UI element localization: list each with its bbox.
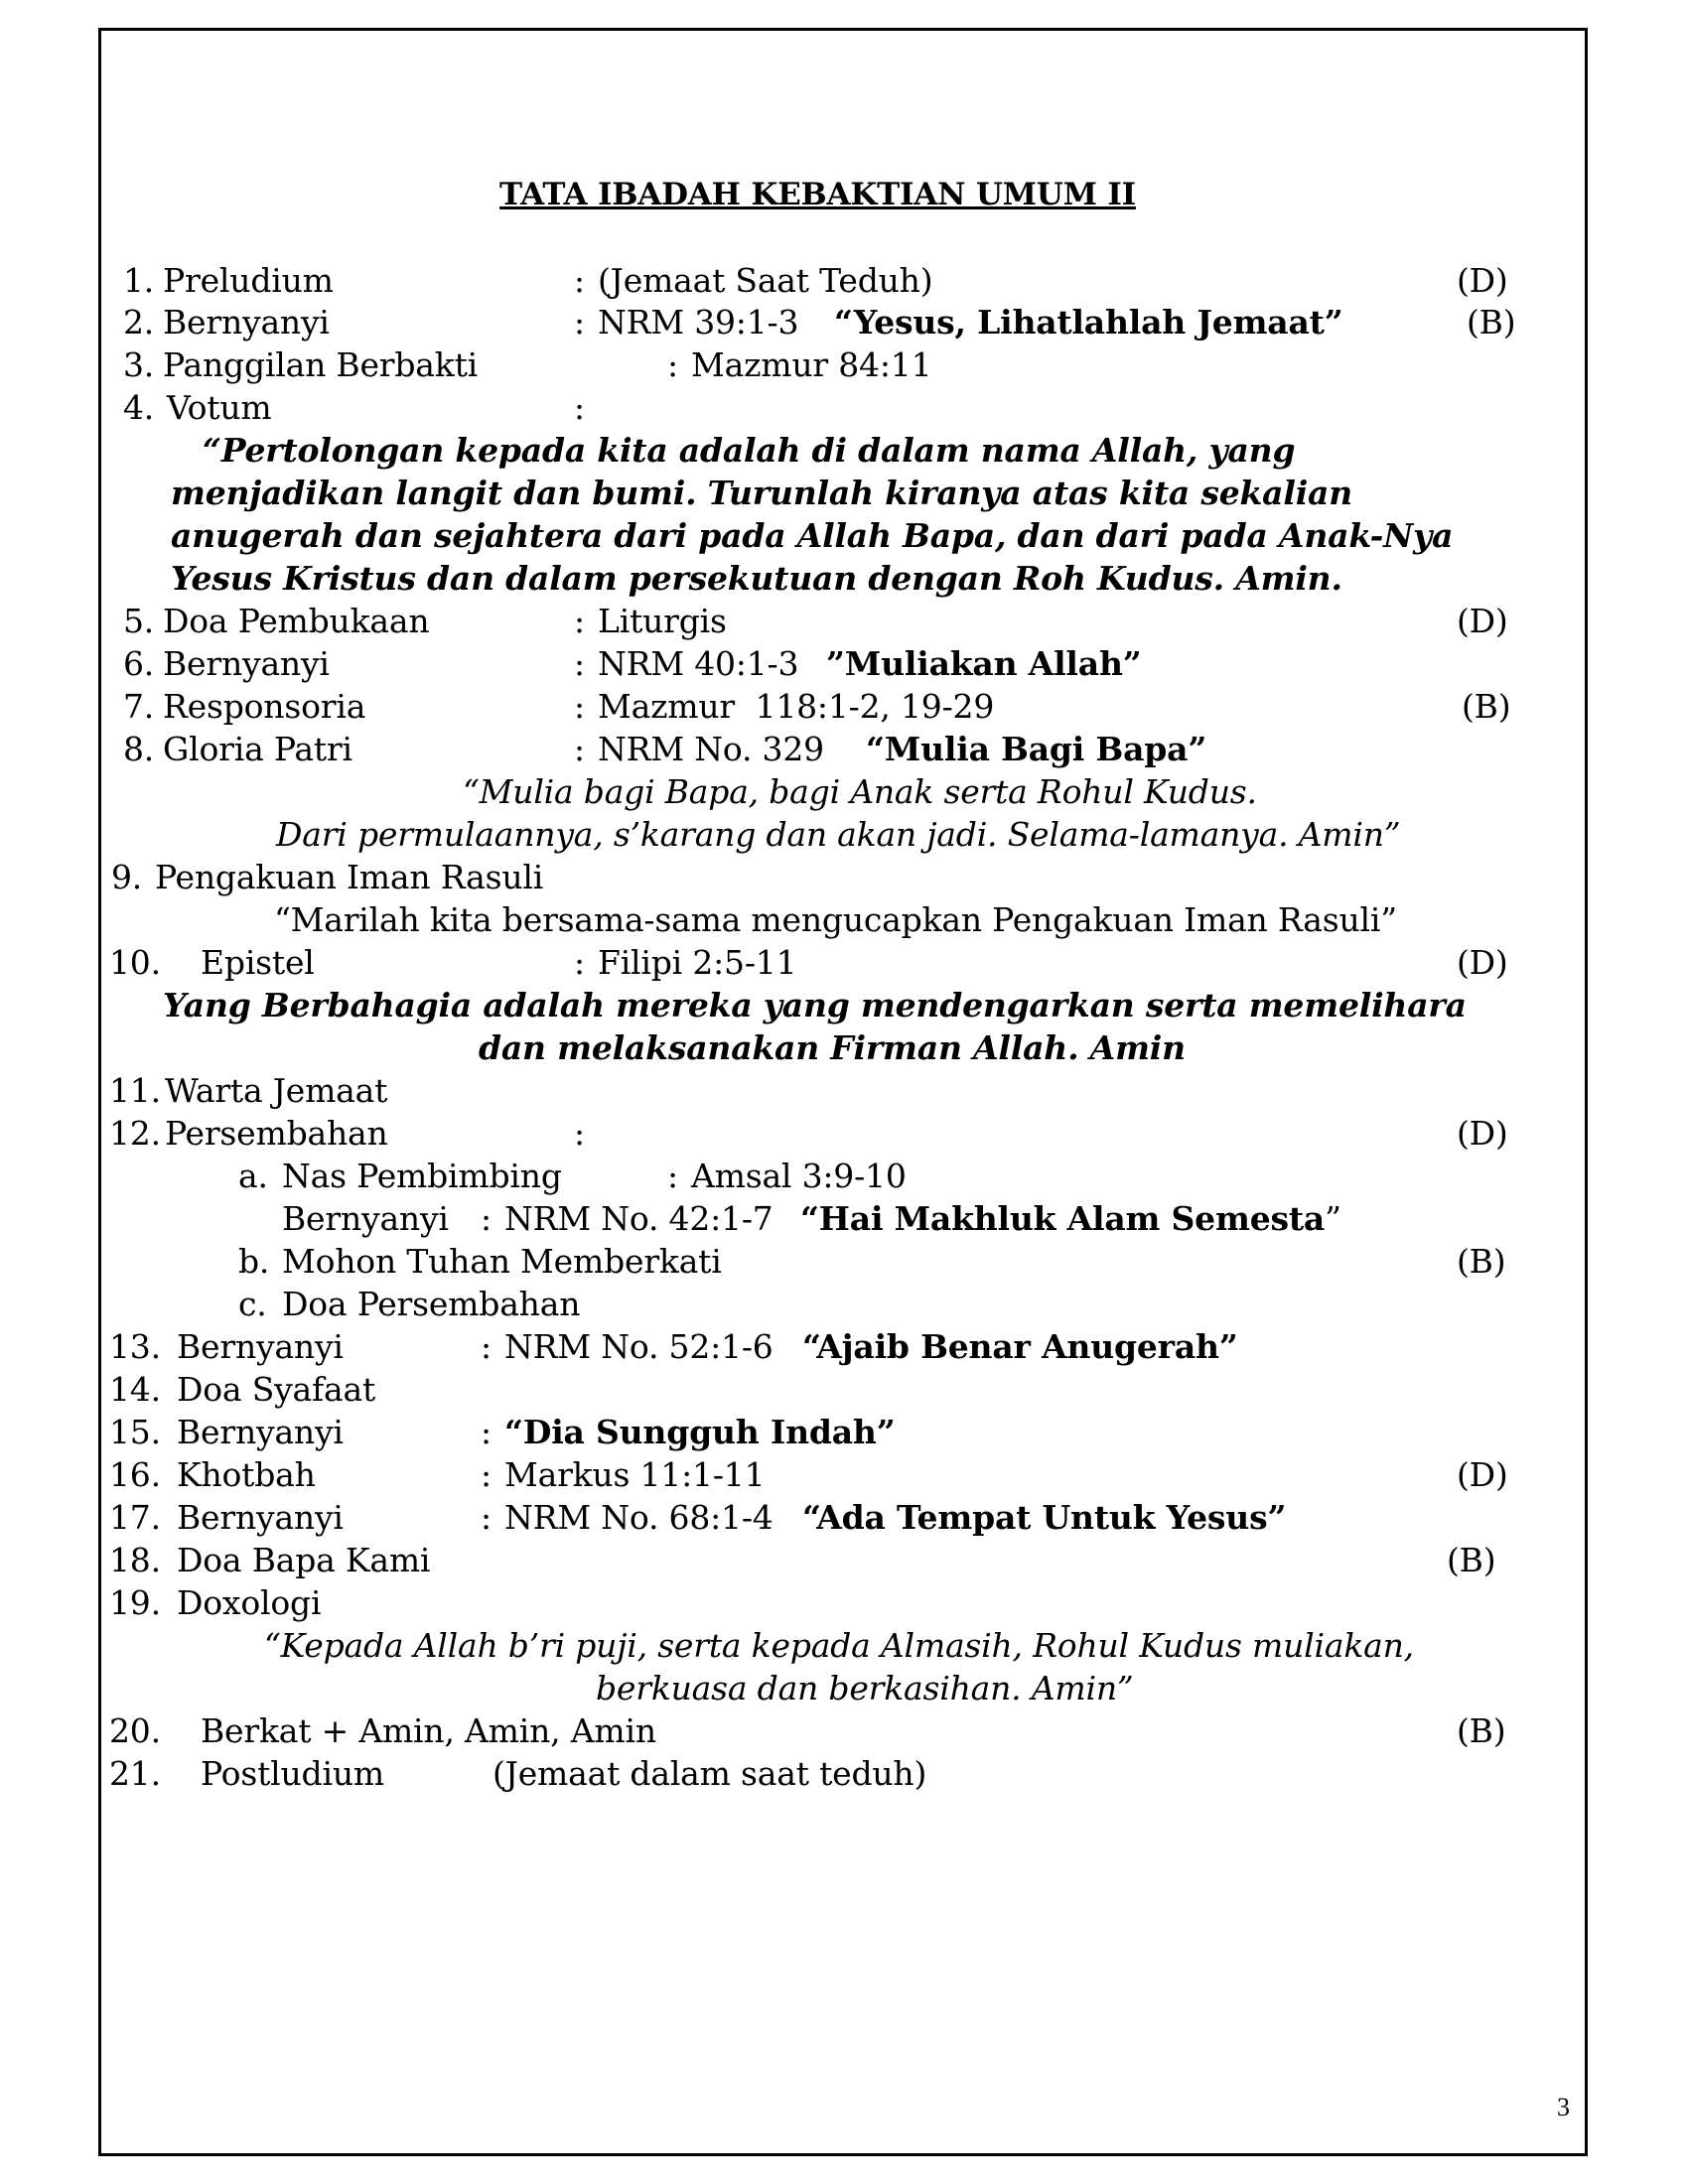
item-21-num: 21. <box>109 1754 161 1793</box>
item-12b-label: Mohon Tuhan Memberkati <box>282 1242 722 1281</box>
item-3-value: Mazmur 84:11 <box>691 345 932 384</box>
item-7-num: 7. <box>123 687 155 726</box>
item-10-value: Filipi 2:5-11 <box>598 943 797 982</box>
item-7-label: Responsoria <box>163 687 366 726</box>
gloria-line-1: “Mulia bagi Bapa, bagi Anak serta Rohul Kudus. <box>463 772 1257 811</box>
item-15-num: 15. <box>109 1413 161 1451</box>
item-8-label: Gloria Patri <box>163 730 352 768</box>
item-16-colon: : <box>481 1455 492 1494</box>
item-12a-num: a. <box>238 1157 268 1195</box>
epistel-line-2: dan melaksanakan Firman Allah. Amin <box>479 1028 1186 1067</box>
item-15-song-title: “Dia Sungguh Indah” <box>504 1413 896 1451</box>
item-20-label: Berkat + Amin, Amin, Amin <box>201 1711 656 1750</box>
item-20-mark: (B) <box>1457 1711 1506 1750</box>
item-8-value: NRM No. 329 <box>598 730 824 768</box>
item-5-label: Doa Pembukaan <box>163 602 430 640</box>
doxologi-line-2: berkuasa dan berkasihan. Amin” <box>596 1669 1134 1707</box>
item-3-label: Panggilan Berbakti <box>163 345 478 384</box>
item-13-value: NRM No. 52:1-6 <box>504 1327 774 1366</box>
item-1-colon: : <box>574 261 585 300</box>
item-7-colon: : <box>574 687 585 726</box>
item-12-mark: (D) <box>1457 1114 1508 1153</box>
item-16-mark: (D) <box>1457 1455 1508 1494</box>
item-6-num: 6. <box>123 644 155 683</box>
item-12a-song-title-line <box>800 1198 1341 1240</box>
item-12a-song-colon: : <box>481 1199 492 1238</box>
item-5-colon: : <box>574 602 585 640</box>
item-2-label: Bernyanyi <box>163 303 330 341</box>
item-11-label: Warta Jemaat <box>165 1071 388 1110</box>
item-15-colon: : <box>481 1413 492 1451</box>
item-12c-num: c. <box>238 1285 267 1323</box>
item-14-label: Doa Syafaat <box>177 1370 376 1409</box>
item-1-value: (Jemaat Saat Teduh) <box>598 261 933 300</box>
item-9-num: 9. <box>111 858 143 896</box>
item-8-song-title: “Mulia Bagi Bapa” <box>866 730 1207 768</box>
item-12a-song-title: “Hai Makhluk Alam Semesta <box>800 1199 1326 1238</box>
item-9-label: Pengakuan Iman Rasuli <box>155 858 544 896</box>
item-4-colon: : <box>574 388 585 427</box>
item-2-value: NRM 39:1-3 <box>598 303 799 341</box>
item-7-mark: (B) <box>1462 687 1511 726</box>
item-12a-label: Nas Pembimbing <box>282 1157 562 1195</box>
item-17-colon: : <box>481 1498 492 1537</box>
item-2-mark: (B) <box>1467 303 1516 341</box>
item-6-colon: : <box>574 644 585 683</box>
item-18-mark: (B) <box>1447 1541 1496 1579</box>
item-2-song-title: “Yesus, Lihatlahlah Jemaat” <box>834 303 1343 341</box>
item-18-num: 18. <box>109 1541 161 1579</box>
item-12a-song-value: NRM No. 42:1-7 <box>504 1199 774 1238</box>
item-13-num: 13. <box>109 1327 161 1366</box>
item-17-value: NRM No. 68:1-4 <box>504 1498 774 1537</box>
item-12a-value: Amsal 3:9-10 <box>691 1157 907 1195</box>
item-12b-num: b. <box>238 1242 270 1281</box>
item-11-num: 11. <box>109 1071 161 1110</box>
item-21-label: Postludium <box>201 1754 384 1793</box>
votum-line-1: “Pertolongan kepada kita adalah di dalam nama Allah, yang <box>203 431 1296 470</box>
item-14-num: 14. <box>109 1370 161 1409</box>
item-2-colon: : <box>574 303 585 341</box>
item-9-text: “Marilah kita bersama-sama mengucapkan Pengakuan Iman Rasuli” <box>274 900 1397 939</box>
item-16-label: Khotbah <box>177 1455 316 1494</box>
item-12b-mark: (B) <box>1457 1242 1506 1281</box>
item-19-num: 19. <box>109 1583 161 1622</box>
item-12a-song-label: Bernyanyi <box>282 1199 449 1238</box>
votum-line-2: menjadikan langit dan bumi. Turunlah kiranya atas kita sekalian <box>171 474 1353 512</box>
item-8-colon: : <box>574 730 585 768</box>
item-1-label: Preludium <box>163 261 334 300</box>
votum-line-4: Yesus Kristus dan dalam persekutuan dengan Roh Kudus. Amin. <box>171 559 1342 598</box>
item-2-num: 2. <box>123 303 155 341</box>
item-6-value: NRM 40:1-3 <box>598 644 799 683</box>
item-10-label: Epistel <box>201 943 315 982</box>
item-16-num: 16. <box>109 1455 161 1494</box>
item-18-label: Doa Bapa Kami <box>177 1541 431 1579</box>
item-15-label: Bernyanyi <box>177 1413 344 1451</box>
item-12a-colon: : <box>667 1157 678 1195</box>
gloria-line-2: Dari permulaannya, s’karang dan akan jadi. Selama-lamanya. Amin” <box>276 815 1401 854</box>
item-3-colon: : <box>667 345 678 384</box>
item-12a-song-quote: ” <box>1325 1199 1341 1238</box>
item-10-num: 10. <box>109 943 161 982</box>
item-16-value: Markus 11:1-11 <box>504 1455 766 1494</box>
item-13-song-title: “Ajaib Benar Anugerah” <box>802 1327 1238 1366</box>
item-12c-label: Doa Persembahan <box>282 1285 581 1323</box>
item-12-label: Persembahan <box>165 1114 388 1153</box>
epistel-line-1: Yang Berbahagia adalah mereka yang mendengarkan serta memelihara <box>163 986 1467 1024</box>
item-4-label: Votum <box>167 388 272 427</box>
item-5-value: Liturgis <box>598 602 727 640</box>
item-7-value: Mazmur 118:1-2, 19-29 <box>598 687 995 726</box>
item-17-song-title: “Ada Tempat Untuk Yesus” <box>802 1498 1287 1537</box>
item-1-mark: (D) <box>1457 261 1508 300</box>
doxologi-line-1: “Kepada Allah b’ri puji, serta kepada Almasih, Rohul Kudus muliakan, <box>264 1626 1414 1665</box>
item-13-label: Bernyanyi <box>177 1327 344 1366</box>
item-17-num: 17. <box>109 1498 161 1537</box>
item-20-num: 20. <box>109 1711 161 1750</box>
item-17-label: Bernyanyi <box>177 1498 344 1537</box>
item-13-colon: : <box>481 1327 492 1366</box>
item-12-num: 12. <box>109 1114 161 1153</box>
item-5-mark: (D) <box>1457 602 1508 640</box>
item-5-num: 5. <box>123 602 155 640</box>
item-12-colon: : <box>574 1114 585 1153</box>
item-6-song-title: ”Muliakan Allah” <box>826 644 1142 683</box>
item-3-num: 3. <box>123 345 155 384</box>
item-21-value: (Jemaat dalam saat teduh) <box>492 1754 927 1793</box>
item-19-label: Doxologi <box>177 1583 322 1622</box>
item-1-num: 1. <box>123 261 155 300</box>
votum-line-3: anugerah dan sejahtera dari pada Allah Bapa, dan dari pada Anak-Nya <box>171 516 1454 555</box>
item-6-label: Bernyanyi <box>163 644 330 683</box>
page-title: TATA IBADAH KEBAKTIAN UMUM II <box>499 177 1136 212</box>
item-4-num: 4. <box>123 388 155 427</box>
item-10-colon: : <box>574 943 585 982</box>
page-number: 3 <box>1557 2093 1570 2121</box>
item-10-mark: (D) <box>1457 943 1508 982</box>
item-8-num: 8. <box>123 730 155 768</box>
